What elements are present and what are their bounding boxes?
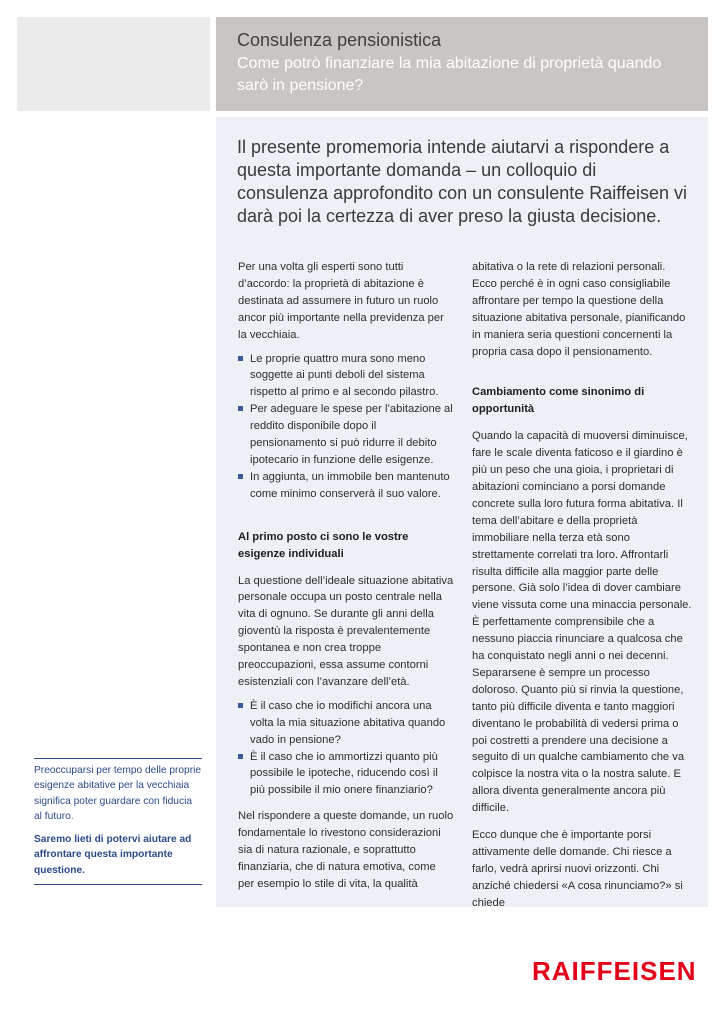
bullet-list [238,351,455,503]
text-column-left [238,259,455,893]
bullet-item: È il caso che io ammortizzi quanto più possibile le ipoteche, riducendo così il più possibile il mio onere finanziario? [238,749,455,800]
bullet-item: Le proprie quattro mura sono meno soggette ai punti deboli del sistema rispetto al primo e al secondo pilastro. [238,351,455,402]
intro-paragraph: Il presente promemoria intende aiutarvi a rispondere a questa importante domanda – un colloquio di consulenza approfondito con un consulente Raiffeisen vi darà poi la certezza di aver preso la giusta decisione. [237,137,687,226]
paragraph: Quando la capacità di muoversi diminuisce, fare le scale diventa faticoso e il giardino è più un peso che una gioia, i proprietari di abitazioni cominciano a porsi domande concrete sulla loro futura forma abitativa. Il tema dell’abitare e della proprietà immobiliare nella terza età sono strettamente correlati tra loro. Affrontarli risulta difficile alla maggior parte delle persone. Già solo l’idea di dover cambiare viene vissuta come una minaccia personale. È perfettamente comprensibile che a nessuno piaccia rinunciare a qualcosa che ha conquistato negli anni o nei decenni. Separarsene è sempre un processo doloroso. Quanto più si rinvia la questione, tanto più difficile diventa e tanto maggiori diventano le probabilità di vedersi prima o poi costretti a prendere una decisione a seguito di un qualche cambiamento che va colpisce la nostra vita o la nostra salute. E allora diventa generalmente ancora più difficile. [472,430,692,815]
logo-placeholder-box [17,17,210,111]
text-column-right [472,259,692,912]
section-heading: Al primo posto ci sono le vostre esigenze individuali [238,530,409,560]
paragraph: abitativa o la rete di relazioni personali. Ecco perché è in ogni caso consigliabile affrontare per tempo la questione della situazione abitativa personale, pianificando in maniera seria questioni concernenti la propria casa dopo il pensionamento. [472,261,686,358]
section-heading: Cambiamento come sinonimo di opportunità [472,386,645,416]
page-subtitle: Come potrò finanziare la mia abitazione di proprietà quando sarò in pensione? [237,55,662,94]
paragraph: La questione dell’ideale situazione abitativa personale occupa un posto centrale nella vita di ognuno. Se durante gli anni della gioventù la risposta è prevalentemente spontanea e non crea troppe preoccupazioni, essa assume contorni esistenziali con l’avanzare dell’età. [238,574,454,688]
page-title: Consulenza pensionistica [237,30,442,50]
bullet-item: In aggiunta, un immobile ben mantenuto come minimo conserverà il suo valore. [238,469,455,503]
sidebar-callout [34,758,202,885]
sidebar-cta-text: Saremo lieti di potervi aiutare ad affrontare questa importante questione. [34,834,192,876]
raiffeisen-logo: RAIFFEISEN [532,956,697,986]
bullet-list [238,698,455,799]
paragraph: Per una volta gli esperti sono tutti d’accordo: la proprietà di abitazione è destinata ad assumere in futuro un ruolo ancor più importante nella previdenza per la vecchiaia. [238,261,444,341]
sidebar-note-text: Preoccuparsi per tempo delle proprie esigenze abitative per la vecchiaia significa poter guardare con fiducia al futuro. [34,765,202,822]
paragraph: Ecco dunque che è importante porsi attivamente delle domande. Chi riesce a farlo, vedrà aprirsi nuovi orizzonti. Chi anziché chiedersi «A cosa rinunciamo?» si chiede [472,829,683,909]
paragraph: Nel rispondere a queste domande, un ruolo fondamentale lo rivestono considerazioni sia di natura razionale, e soprattutto finanziaria, che di natura emotiva, come per esempio lo stile di vita, la qualità [238,810,454,890]
bullet-item: È il caso che io modifichi ancora una volta la mia situazione abitativa quando vado in pensione? [238,698,455,749]
bullet-item: Per adeguare le spese per l’abitazione al reddito disponibile dopo il pensionamento si può ridurre il debito ipotecario in funzione delle esigenze. [238,401,455,469]
